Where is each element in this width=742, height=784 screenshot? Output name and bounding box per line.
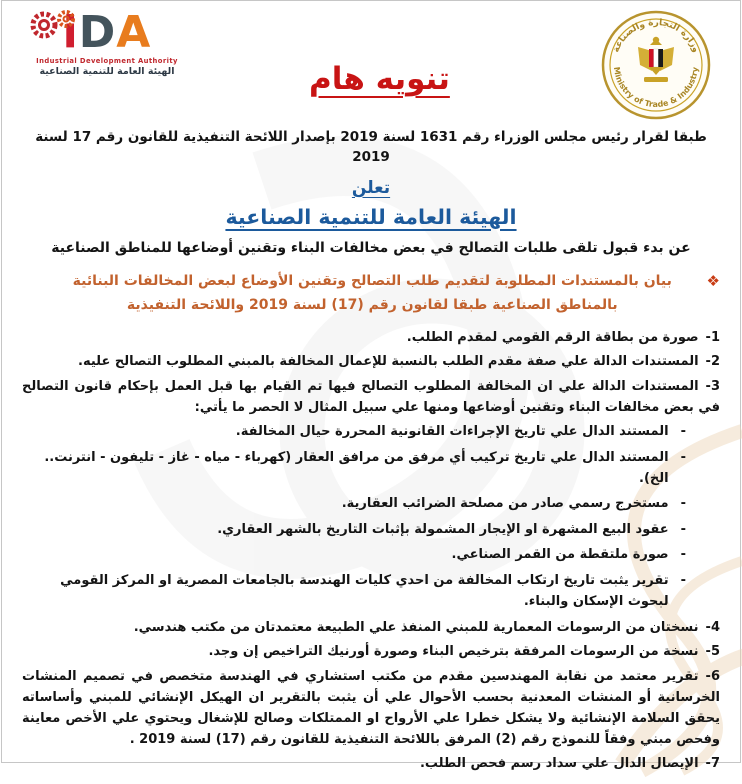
item-text: الإيصال الدال علي سداد رسم فحص الطلب. [419,756,699,772]
sub-list-item-1 [22,421,720,442]
sub-item-text: صورة ملتقطة من القمر الصناعي. [451,547,669,563]
dash-bullet: - [680,572,686,588]
list-item-7 [22,753,720,774]
list-item-3 [22,376,720,418]
item-number: 7- [705,756,720,772]
item-text: نسخة من الرسومات المرفقة بترخيص البناء وصورة أورنيك التراخيص إن وجد. [208,644,699,660]
sub-item-text: المستند الدال علي تاريخ الإجراءات القانونية المحررة حيال المخالفة. [235,424,669,440]
ida-name-english: Industrial Development Authority [36,57,178,65]
dash-bullet: - [680,449,686,465]
list-item-2 [22,351,720,372]
document-content [2,1,740,784]
item-text: صورة من بطاقة الرقم القومي لمقدم الطلب. [406,329,699,345]
requirements-heading-row [22,269,720,318]
decree-line: طبقا لقرار رئيس مجلس الوزراء رقم 1631 لسنة 2019 بإصدار اللائحة التنفيذية للقانون رقم 17 لسنة 2019 [35,129,707,166]
list-item-4 [22,617,720,638]
sub-list-item-4 [22,519,720,540]
sub-list-item-3 [22,493,720,514]
ida-letter-i: i [62,7,79,58]
dash-bullet: - [680,496,686,512]
authority-name: الهيئة العامة للتنمية الصناعية [225,204,517,229]
sub-item-text: مستخرج رسمي صادر من مصلحة الضرائب العقارية. [341,496,669,512]
sub-item-text: المستند الدال علي تاريخ تركيب أي مرفق من مرافق العقار (كهرباء - مياه - غاز - تليفون - انترنت.. الخ). [44,449,669,486]
item-text: المستندات الدالة علي صفة مقدم الطلب بالنسبة للإعمال المخالفة بالمبني المطلوب التصالح عليه. [78,354,699,370]
ida-letter-d: D [78,7,117,58]
list-item-6 [22,666,720,750]
item-number: 1- [705,329,720,345]
dash-bullet: - [680,547,686,563]
notice-title: تنويه هام [309,61,450,97]
documents-list [22,327,720,775]
seal-arabic-text: وزارة التجارة والصناعة [611,17,701,54]
notice-document [1,0,741,772]
item-number: 4- [705,619,720,635]
ministry-seal [600,9,712,121]
item-number: 3- [705,378,720,394]
dash-bullet: - [680,521,686,537]
ida-letter-a: A [116,7,152,58]
sub-item-text: تقرير يثبت تاريخ ارتكاب المخالفة من احدي كليات الهندسة بالجامعات المصرية او المركز القومي لبحوث الإسكان والبناء. [60,572,669,610]
sub-list-item-2 [22,447,720,489]
list-item-5 [22,641,720,662]
item-number: 6- [705,668,720,684]
list-item-1 [22,327,720,348]
gears-icon [28,9,80,43]
requirements-heading: بيان بالمستندات المطلوبة لتقديم طلب التصالح وتقنين الأوضاع لبعض المخالفات البنائية بالمناطق الصناعية طبقا لقانون رقم (17) لسنة 2019 واللائحة التنفيذية [72,272,672,313]
announce-word: تعلن [351,177,391,198]
ida-logo [22,7,192,77]
item-text: نسختان من الرسومات المعمارية للمبني المنفذ علي الطبيعة معتمدتان من مكتب هندسي. [133,619,699,635]
sub-list-item-5 [22,544,720,565]
document-header [22,9,720,121]
item-number: 5- [705,644,720,660]
seal-english-text: Ministry of Trade & Industry [611,66,701,110]
ida-name-arabic: الهيئة العامة للتنمية الصناعية [39,66,175,77]
diamond-bullet-icon: ❖ [706,271,720,290]
item-number: 2- [705,354,720,370]
sub-item-text: عقود البيع المشهرة او الإيجار المشمولة بإثبات التاريخ بالشهر العقاري. [217,521,669,537]
subject-line: عن بدء قبول تلقى طلبات التصالح في بعض مخالفات البناء وتقنين أوضاعها للمناطق الصناعية [51,239,691,256]
dash-bullet: - [680,424,686,440]
sub-list-item-6 [22,570,720,612]
item-text: المستندات الدالة علي ان المخالفة المطلوب التصالح فيها تم القيام بها قبل العمل بإحكام قانون التصالح في بعض مخالفات البناء وتقنين أوضاعها ومنها علي سبيل المثال لا الحصر ما يأتي: [22,378,720,415]
item-text: تقرير معتمد من نقابة المهندسين مقدم من مكتب استشاري في الهندسة متخصص في تصميم المنشات الخرسانية أو المنشات المعدنية بحسب الأحوال علي أن يثبت بالتقرير ان الهيكل الإنشائي للمبني وأساساته يحقق السلامة الإنشائية ولا يشكل خطرا علي الأرواح او الممتلكات وصالح للإشغال ويحتوي علي الأخص معاينة وفحص مبني وفقاً للنموذج رقم (2) المرفق باللائحة التنفيذية للقانون رقم (17) لسنة 2019 . [22,668,720,747]
